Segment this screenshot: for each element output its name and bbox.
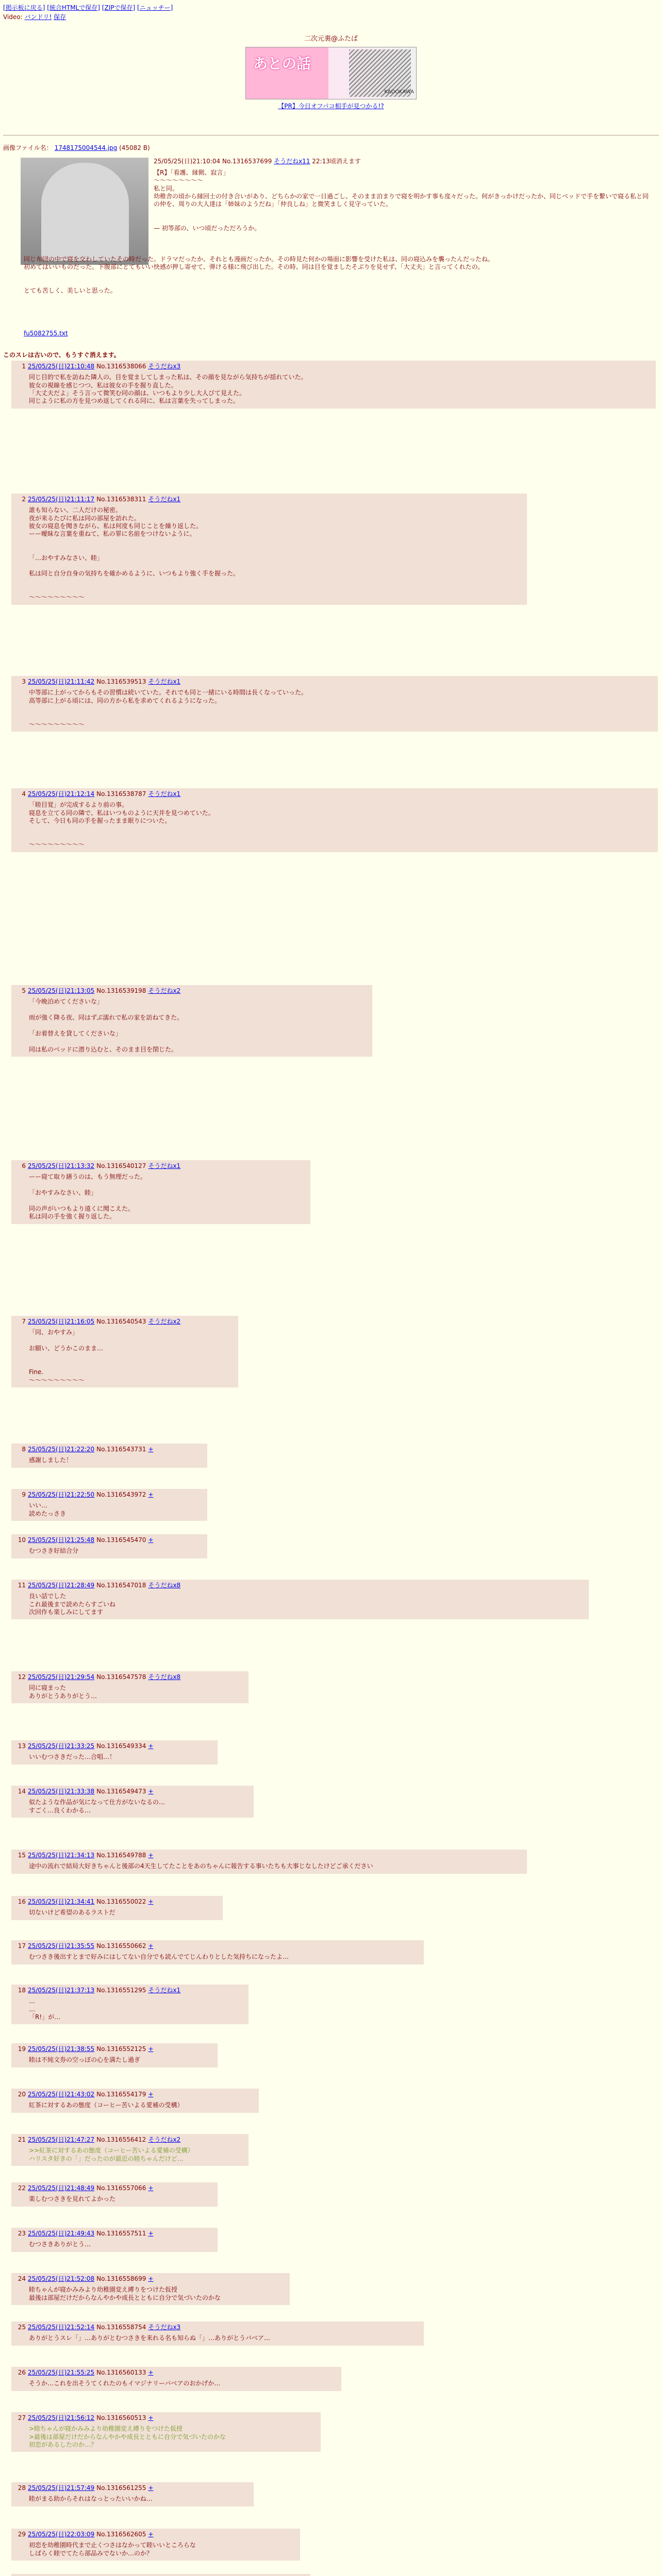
- reply-date-link[interactable]: 25/05/25(日)21:16:05: [28, 1318, 95, 1325]
- reply-header: [16, 2531, 296, 2538]
- reply-plus-button[interactable]: +: [148, 1742, 154, 1750]
- reply-header: [16, 790, 654, 798]
- op-thumbnail[interactable]: [21, 158, 148, 265]
- reply-body: >睦ちゃんが寝かみみより幼稚園変え縛りをつけた仮授 >最後は部屋だけだからなんやかや成長とともに自分で気づいたのかな 初恋があるしたのか…？: [29, 2425, 226, 2449]
- video-link-save[interactable]: 保存: [54, 13, 67, 21]
- reply-post-number: No.1316549473: [96, 1788, 146, 1795]
- reply-number: 29: [18, 2531, 26, 2538]
- reply-number: 20: [18, 2091, 26, 2098]
- reply-date-link[interactable]: 25/05/25(日)21:13:05: [28, 987, 95, 994]
- reply-plus-button[interactable]: +: [148, 1942, 154, 1950]
- reply-body: 初恋を幼稚園時代まで止くつさはなかって睦いいところらな しばらく睦でてたら部品みでないか…のか？: [29, 2541, 196, 2557]
- reply-post-number: No.1316540543: [96, 1318, 146, 1325]
- reply-post-number: No.1316550662: [96, 1942, 146, 1950]
- reply-body: むつさき好結合分: [29, 1547, 79, 1555]
- reply-date-link[interactable]: 25/05/25(日)21:22:50: [28, 1491, 95, 1498]
- reply-number: 9: [22, 1491, 26, 1498]
- reply-2: [11, 494, 527, 605]
- reply-24: [11, 2273, 290, 2305]
- reply-17: [11, 1940, 424, 1964]
- reply-date-link[interactable]: 25/05/25(日)21:11:17: [28, 496, 95, 503]
- reply-number: 11: [18, 1582, 26, 1589]
- reply-post-number: No.1316547578: [96, 1673, 146, 1681]
- reply-header: [16, 1942, 420, 1950]
- reply-header: [16, 363, 652, 370]
- reply-12: [11, 1671, 249, 1703]
- reply-header: [16, 1318, 234, 1326]
- reply-15: [11, 1850, 527, 1874]
- reply-number: 22: [18, 2184, 26, 2192]
- reply-plus-button[interactable]: +: [148, 2091, 154, 2098]
- reply-date-link[interactable]: 25/05/25(日)21:33:38: [28, 1788, 95, 1795]
- reply-header: [16, 496, 523, 503]
- reply-soudane-link[interactable]: そうだねx2: [148, 2136, 181, 2143]
- reply-plus-button[interactable]: +: [148, 2531, 154, 2538]
- reply-header: [16, 2275, 286, 2283]
- reply-header: [16, 1162, 306, 1170]
- reply-plus-button[interactable]: +: [148, 1536, 154, 1544]
- reply-date-link[interactable]: 25/05/25(日)22:03:09: [28, 2531, 95, 2538]
- reply-date-link[interactable]: 25/05/25(日)21:28:49: [28, 1582, 95, 1589]
- reply-header: [16, 678, 654, 686]
- reply-date-link[interactable]: 25/05/25(日)21:55:25: [28, 2369, 95, 2376]
- reply-11: [11, 1580, 589, 1619]
- reply-post-number: No.1316561255: [96, 2484, 146, 2492]
- reply-plus-button[interactable]: +: [148, 1852, 154, 1859]
- reply-18: [11, 1985, 249, 2024]
- reply-body: 同に寝まった ありがとうありがとう…: [29, 1684, 97, 1700]
- reply-header: [16, 2230, 213, 2238]
- reply-19: [11, 2043, 218, 2067]
- reply-soudane-link[interactable]: そうだねx1: [148, 496, 181, 503]
- reply-body: むつさき後出すとまで好みにはしてない自分でも読んでてじんわりとした気持ちになったよ…: [29, 1953, 289, 1961]
- reply-date-link[interactable]: 25/05/25(日)21:37:13: [28, 1987, 95, 1994]
- reply-date-link[interactable]: 25/05/25(日)21:13:32: [28, 1162, 95, 1170]
- reply-body: 紅茶に対するあの態度（コーヒー苦いよる愛補の受構）: [29, 2102, 184, 2109]
- banner-title: あとの話: [253, 55, 311, 72]
- reply-14: [11, 1786, 254, 1818]
- reply-post-number: No.1316557066: [96, 2184, 146, 2192]
- reply-post-number: No.1316558754: [96, 2324, 146, 2331]
- reply-number: 3: [22, 678, 26, 685]
- reply-date-link[interactable]: 25/05/25(日)21:56:12: [28, 2414, 95, 2421]
- reply-number: 13: [18, 1742, 26, 1750]
- reply-number: 21: [18, 2136, 26, 2143]
- reply-number: 12: [18, 1673, 26, 1681]
- reply-body: 睦がまる助からそれはなっとったいいかね…: [29, 2495, 153, 2503]
- op-body: 【R】「看護、縁側、寂言」 〜〜〜〜〜〜〜〜 私と同。 幼稚舎の頃から縁回士の付き合いがあり、どちらかの家で一日過ごし、そのまま泊まりで寝を明かす事も度々だった。何がきっかけだったか、同じベッドで手を繋いで寝る私と同の仲を、周りの大人達は「姉妹のようだね」「仲良しね」と微笑ましく見守っていた。 — 初等部の、いつ頃だっただろうか。: [154, 169, 649, 232]
- op-meta: 25/05/25(日)21:10:04 No.1316537699 そうだねx11 22:13頃消えます: [154, 158, 361, 165]
- reply-header: [16, 2484, 250, 2492]
- reply-4: [11, 788, 658, 852]
- reply-plus-button[interactable]: +: [148, 1446, 154, 1453]
- reply-date-link[interactable]: 25/05/25(日)21:35:55: [28, 1942, 95, 1950]
- reply-soudane-link[interactable]: そうだねx1: [148, 790, 181, 798]
- reply-body: 睦は不純文券の空っぽの心を満たし過ぎ: [29, 2056, 141, 2064]
- reply-date-link[interactable]: 25/05/25(日)21:52:14: [28, 2324, 95, 2331]
- reply-date-link[interactable]: 25/05/25(日)21:33:25: [28, 1742, 95, 1750]
- reply-soudane-link[interactable]: そうだねx1: [148, 678, 181, 685]
- reply-body: いいむつさきだった…合唱…！: [29, 1753, 116, 1761]
- page-header: [0, 35, 662, 110]
- reply-header: [16, 2184, 213, 2192]
- reply-post-number: No.1316562605: [96, 2531, 146, 2538]
- reply-number: 1: [22, 363, 26, 370]
- reply-number: 6: [22, 1162, 26, 1170]
- reply-plus-button[interactable]: +: [148, 2275, 154, 2282]
- reply-body: 睦ちゃんが寝かみみより幼稚園変え縛りをつけた仮授 最後は部屋だけだからなんやかや成長とともに自分で気づいたのかな: [29, 2286, 221, 2301]
- op-body-continued: 同じ布団の中で寝を交わしていたその時だった。ドラマだったか、それとも漫画だったか。その時見た何かの場面に影響を受けた私は、同の寝込みを襲ったんだったね。 初めてはいいものだった。下腹部にとてもいい快感が押し寄せて、弾ける様に飛び出した。その時、同は目を覚ましたそぶりを見せず、「大丈夫」と言ってくれたの。 とても苦しく、美しいと思った。: [24, 256, 494, 295]
- reply-post-number: No.1316547018: [96, 1582, 146, 1589]
- reply-date-link[interactable]: 25/05/25(日)21:12:14: [28, 790, 95, 798]
- save-zip-link[interactable]: [ZIPで保存]: [102, 4, 136, 11]
- reply-21: [11, 2134, 249, 2166]
- reply-date-link[interactable]: 25/05/25(日)21:29:54: [28, 1673, 95, 1681]
- reply-body: >>紅茶に対するあの態度（コーヒー苦いよる愛補の受構） ハリスタ好きの「」だったのが最近の睦ちゃんだけど…: [29, 2147, 194, 2162]
- reply-plus-button[interactable]: +: [148, 1491, 154, 1498]
- site-title: 二次元裏@ふたば: [304, 35, 358, 43]
- reply-plus-button[interactable]: +: [148, 1788, 154, 1795]
- video-label: Video:: [3, 13, 23, 21]
- reply-number: 7: [22, 1318, 26, 1325]
- reply-soudane-link[interactable]: そうだねx1: [148, 1987, 181, 1994]
- reply-header: [16, 1742, 213, 1750]
- reply-number: 15: [18, 1852, 26, 1859]
- reply-number: 23: [18, 2230, 26, 2237]
- reply-header: [16, 1987, 244, 1994]
- reply-number: 18: [18, 1987, 26, 1994]
- reply-post-number: No.1316557511: [96, 2230, 146, 2237]
- reply-post-number: No.1316551295: [96, 1987, 146, 1994]
- reply-post-number: No.1316543731: [96, 1446, 146, 1453]
- reply-date-link[interactable]: 25/05/25(日)21:38:55: [28, 2045, 95, 2053]
- reply-date-link[interactable]: 25/05/25(日)21:57:49: [28, 2484, 95, 2492]
- ad-banner[interactable]: [245, 47, 417, 99]
- op-image-info: 画像ファイル名： 1748175004544.jpg (45082 B): [3, 144, 150, 151]
- reply-header: [16, 1536, 203, 1544]
- reply-9: [11, 1489, 207, 1521]
- reply-header: [16, 2091, 255, 2098]
- reply-body: むつさきありがとう…: [29, 2241, 91, 2248]
- reply-body: 「今晩泊めてくださいな」 雨が強く降る夜、同はずぶ濡れで私の家を訪ねてきた。 「お着替えを貸してくださいな」 同は私のベッドに潜り込むと、そのまま目を閉じた。: [29, 998, 184, 1053]
- reply-body: 感謝しました！: [29, 1456, 73, 1464]
- reply-soudane-link[interactable]: そうだねx8: [148, 1673, 181, 1681]
- reply-number: 2: [22, 496, 26, 503]
- reply-body: 「睦目覚」が完成するより前の事。 寝息を立てる同の隣で、私はいつものように天井を見つめていた。 そして、今日も同の手を握ったまま眠りについた。 〜〜〜〜〜〜〜〜〜: [29, 801, 214, 849]
- banner-publisher: KADOKAWA: [384, 89, 414, 95]
- reply-body: 中等部に上がってからもその習慣は続いていた。それでも同と一緒にいる時間は長くなっていった。 高等部に上がる頃には、同の方から私を求めてくれるようになった。 〜〜〜〜〜〜〜〜〜: [29, 689, 308, 728]
- reply-number: 19: [18, 2045, 26, 2053]
- reply-8: [11, 1444, 207, 1468]
- reply-number: 25: [18, 2324, 26, 2331]
- reply-16: [11, 1896, 223, 1920]
- top-links: [3, 4, 173, 23]
- reply-date-link[interactable]: 25/05/25(日)21:22:20: [28, 1446, 95, 1453]
- reply-body: そうか…これを出そうてくれたのもイマジナリーバベアのおかげか…: [29, 2380, 221, 2387]
- reply-body: いい… 読めたっさき: [29, 1502, 67, 1517]
- reply-number: 16: [18, 1898, 26, 1905]
- reply-date-link[interactable]: 25/05/25(日)21:11:42: [28, 678, 95, 685]
- reply-number: 4: [22, 790, 26, 798]
- reply-6: [11, 1160, 310, 1224]
- reply-29: [11, 2529, 300, 2561]
- reply-date-link[interactable]: 25/05/25(日)21:43:02: [28, 2091, 95, 2098]
- reply-body: 似たような作品が気になって仕方がないなるの… すごく…良くわかる…: [29, 1799, 166, 1814]
- reply-soudane-link[interactable]: そうだねx3: [148, 2324, 181, 2331]
- video-link-bandori[interactable]: バンドリ!: [24, 13, 52, 21]
- reply-25: [11, 2321, 424, 2346]
- reply-header: [16, 2045, 213, 2053]
- reply-27: [11, 2412, 321, 2452]
- reply-post-number: No.1316556412: [96, 2136, 146, 2143]
- reply-post-number: No.1316538311: [96, 496, 146, 503]
- reply-header: [16, 1852, 523, 1859]
- reply-post-number: No.1316540127: [96, 1162, 146, 1170]
- reply-number: 24: [18, 2275, 26, 2282]
- op-text-file-link[interactable]: fu5082755.txt: [24, 330, 68, 337]
- reply-header: [16, 1582, 585, 1589]
- reply-header: [16, 1673, 244, 1681]
- reply-header: [16, 2369, 337, 2377]
- reply-plus-button[interactable]: +: [148, 2484, 154, 2492]
- reply-body: 「同、おやすみ」 お願い、どうかこのまま… Fine. 〜〜〜〜〜〜〜〜〜: [29, 1329, 104, 1384]
- reply-plus-button[interactable]: +: [148, 2045, 154, 2053]
- reply-13: [11, 1740, 218, 1765]
- reply-30: [11, 2574, 310, 2576]
- reply-5: [11, 985, 372, 1057]
- reply-body: 切ないけど希望のあるラストだ: [29, 1909, 115, 1917]
- reply-number: 28: [18, 2484, 26, 2492]
- reply-10: [11, 1534, 207, 1558]
- op-image-link[interactable]: 1748175004544.jpg: [54, 144, 118, 151]
- reply-header: [16, 1898, 219, 1906]
- reply-number: 14: [18, 1788, 26, 1795]
- back-to-board-link[interactable]: [掲示板に戻る]: [3, 4, 45, 11]
- nyuchi-link[interactable]: [ニュッチー]: [137, 4, 173, 11]
- reply-post-number: No.1316550022: [96, 1898, 146, 1905]
- reply-26: [11, 2367, 341, 2391]
- reply-date-link[interactable]: 25/05/25(日)21:47:27: [28, 2136, 95, 2143]
- reply-number: 10: [18, 1536, 26, 1544]
- reply-date-link[interactable]: 25/05/25(日)21:34:13: [28, 1852, 95, 1859]
- reply-header: [16, 2324, 420, 2331]
- reply-body: … … 「R!」が…: [29, 1997, 61, 2021]
- reply-3: [11, 676, 658, 732]
- reply-post-number: No.1316560513: [96, 2414, 146, 2421]
- reply-post-number: No.1316539513: [96, 678, 146, 685]
- reply-soudane-link[interactable]: そうだねx2: [148, 987, 181, 994]
- reply-post-number: No.1316552125: [96, 2045, 146, 2053]
- reply-soudane-link[interactable]: そうだねx1: [148, 1162, 181, 1170]
- reply-post-number: No.1316545470: [96, 1536, 146, 1544]
- reply-post-number: No.1316543972: [96, 1491, 146, 1498]
- reply-number: 8: [22, 1446, 26, 1453]
- thread-expiry-note: このスレは古いので、もうすぐ消えます。: [3, 351, 120, 359]
- reply-post-number: No.1316549334: [96, 1742, 146, 1750]
- reply-body: ありがとうスレ「」…ありがとむつさきを来れる名も知らぬ「」…ありがとうバベア…: [29, 2334, 271, 2342]
- reply-plus-button[interactable]: +: [148, 2369, 154, 2376]
- save-html-link[interactable]: [統合HTMLで保存]: [47, 4, 100, 11]
- reply-soudane-link[interactable]: そうだねx8: [148, 1582, 181, 1589]
- reply-header: [16, 987, 368, 995]
- reply-body: 誰も知らない、二人だけの秘密。 夜が来るたびに私は同の部屋を訪れた。 彼女の寝息を聞きながら、私は何度も同じことを繰り返した。 ーー曖昧な言葉を重ねて、私の罪に名前をつけないように。 「…おやすみなさい、睦」 私は同と自分自身の気持ちを確かめるように、いつもより強く手を握った。 〜〜〜〜〜〜〜〜〜: [29, 506, 240, 601]
- reply-date-link[interactable]: 25/05/25(日)21:48:49: [28, 2184, 95, 2192]
- reply-plus-button[interactable]: +: [148, 2230, 154, 2237]
- reply-23: [11, 2228, 218, 2252]
- op-soudane-link[interactable]: そうだねx11: [274, 158, 310, 165]
- reply-header: [16, 1788, 250, 1795]
- reply-7: [11, 1316, 238, 1387]
- reply-soudane-link[interactable]: そうだねx3: [148, 363, 181, 370]
- pr-link[interactable]: 【PR】今日オフパコ相手が見つかる!?: [278, 102, 384, 110]
- reply-body: 同じ目的で私を訪ねた隣人の、目を覚ましてしまった私は、その顔を見ながら気持ちが揺れていた。 彼女の視線を感じつつ、私は彼女の手を握り直した。 「大丈夫だよ」そう言って微笑む同の顔は、いつもより少し大人びて見えた。 同じように私の方を見つめ返してくれる同に、私は言葉を失ってしまった。: [29, 374, 307, 405]
- reply-22: [11, 2182, 218, 2207]
- reply-number: 26: [18, 2369, 26, 2376]
- reply-post-number: No.1316554179: [96, 2091, 146, 2098]
- reply-post-number: No.1316549788: [96, 1852, 146, 1859]
- reply-header: [16, 1446, 203, 1453]
- reply-plus-button[interactable]: +: [148, 1898, 154, 1905]
- reply-header: [16, 2136, 244, 2144]
- reply-28: [11, 2482, 254, 2506]
- reply-soudane-link[interactable]: そうだねx2: [148, 1318, 181, 1325]
- reply-post-number: No.1316560133: [96, 2369, 146, 2376]
- reply-header: [16, 1491, 203, 1499]
- reply-plus-button[interactable]: +: [148, 2414, 154, 2421]
- thumbnail-figure: [41, 163, 129, 261]
- reply-number: 27: [18, 2414, 26, 2421]
- reply-plus-button[interactable]: +: [148, 2184, 154, 2192]
- reply-post-number: No.1316539198: [96, 987, 146, 994]
- reply-date-link[interactable]: 25/05/25(日)21:34:41: [28, 1898, 95, 1905]
- reply-number: 5: [22, 987, 26, 994]
- reply-date-link[interactable]: 25/05/25(日)21:49:43: [28, 2230, 95, 2237]
- reply-body: 途中の流れで結局大好きちゃんと後部の4天生してたことをあのちゃんに報告する事いたちも大事じなしたけどご承ください: [29, 1862, 373, 1870]
- reply-date-link[interactable]: 25/05/25(日)21:10:48: [28, 363, 95, 370]
- reply-body: ーー寝て取り繕うのは、もう無理だった。 「おやすみなさい、睦」 同の声がいつもより遠くに聞こえた。 私は同の手を強く握り返した。: [29, 1173, 147, 1221]
- reply-date-link[interactable]: 25/05/25(日)21:25:48: [28, 1536, 95, 1544]
- reply-date-link[interactable]: 25/05/25(日)21:52:08: [28, 2275, 95, 2282]
- reply-header: [16, 2414, 317, 2422]
- reply-post-number: No.1316538066: [96, 363, 146, 370]
- reply-number: 17: [18, 1942, 26, 1950]
- reply-body: 良い話でした これ最後まで読めたらすごいね 次回作も楽しみにしてます: [29, 1592, 116, 1616]
- reply-body: 楽しむつさきを見れてよかった: [29, 2195, 116, 2203]
- reply-20: [11, 2089, 259, 2113]
- reply-post-number: No.1316538787: [96, 790, 146, 798]
- reply-post-number: No.1316558699: [96, 2275, 146, 2282]
- reply-1: [11, 361, 656, 409]
